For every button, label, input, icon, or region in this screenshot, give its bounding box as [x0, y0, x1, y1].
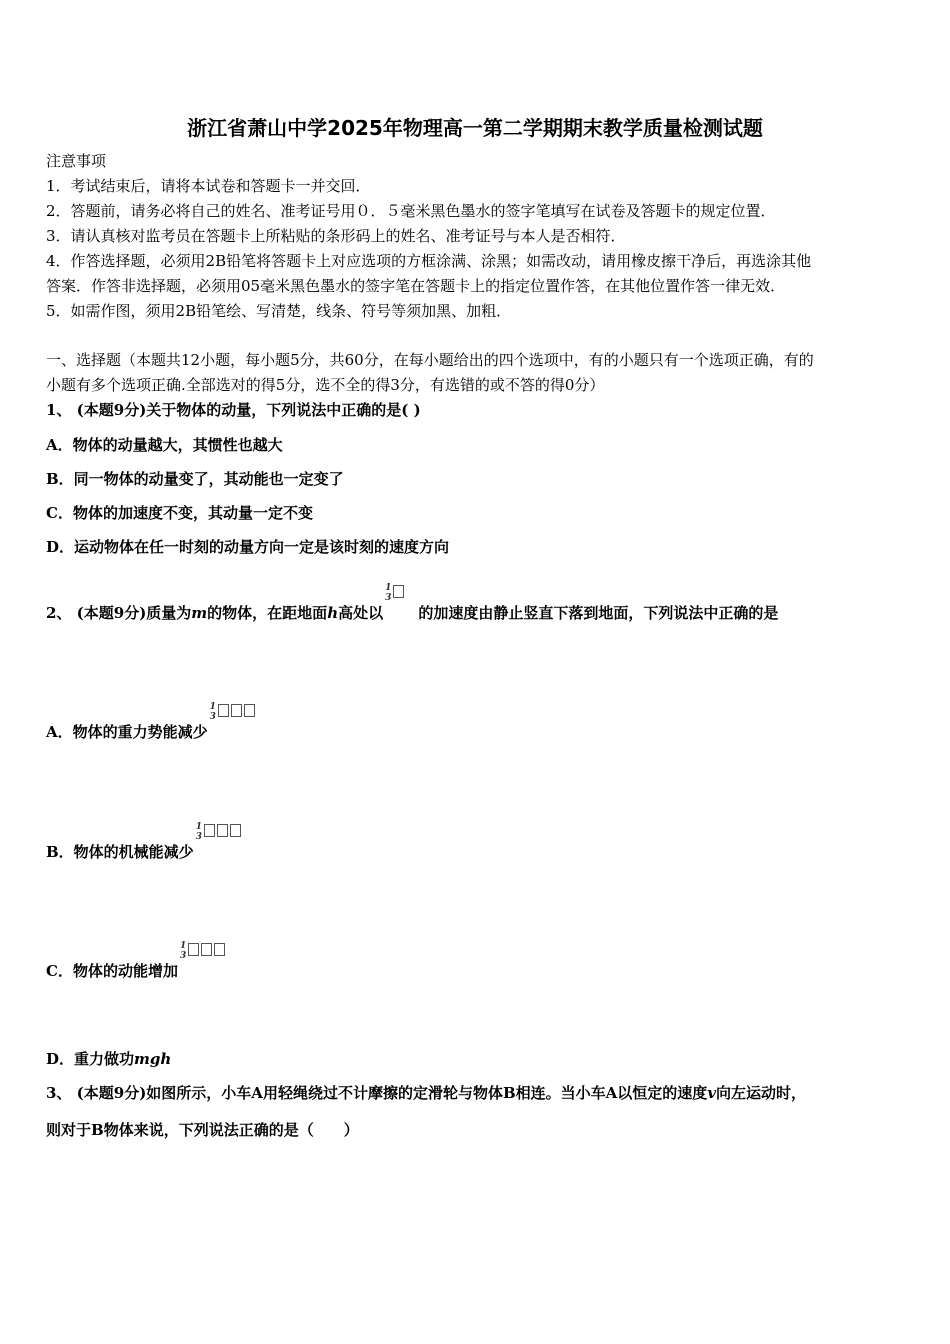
option-text: D．重力做功 — [46, 1050, 135, 1068]
var-v: v — [707, 1084, 717, 1102]
var-b: B — [502, 1084, 516, 1102]
var-a: A — [605, 1084, 618, 1102]
missing-glyph-icon — [393, 585, 404, 598]
option-text: A．物体的动量越大，其惯性也越大 — [46, 436, 283, 454]
notice-heading: 注意事项 — [46, 152, 107, 170]
q3-text: 3、 (本题9分)如图所示，小车 — [46, 1084, 252, 1102]
q1-option-c — [46, 503, 313, 523]
missing-glyph-icon — [204, 824, 215, 837]
frac-num: 1 — [385, 583, 392, 593]
missing-glyph-icon — [217, 824, 228, 837]
question-3-stem — [46, 1083, 806, 1103]
frac-den: 3 — [385, 593, 392, 603]
q2-option-b — [46, 822, 241, 862]
frac-den: 3 — [179, 951, 187, 961]
fraction-one-third — [210, 702, 216, 722]
notice-item: 3．请认真核对监考员在答题卡上所粘贴的条形码上的姓名、准考证号与本人是否相符． — [46, 227, 626, 245]
q3-text: 相连。当小车 — [515, 1084, 606, 1102]
section-heading-cont: 小题有多个选项正确.全部选对的得5分，选不全的得3分，有选错的或不答的得0分） — [46, 376, 605, 394]
q2-text: 的物体，在距地面 — [207, 604, 328, 622]
missing-glyph-icon — [231, 704, 242, 717]
question-1-stem: 1、 (本题9分)关于物体的动量，下列说法中正确的是( ) — [46, 401, 421, 419]
option-text: C．物体的动能增加 — [46, 962, 178, 980]
question-2-stem — [46, 583, 779, 623]
q1-option-d — [46, 537, 449, 557]
var-mgh: mgh — [134, 1050, 172, 1068]
missing-glyph-icon — [201, 943, 212, 956]
fraction-one-third — [180, 941, 186, 961]
notice-item: 2．答题前，请务必将自己的姓名、准考证号用０．５毫米黑色墨水的签字笔填写在试卷及答题卡的规定位置． — [46, 202, 776, 220]
option-text: C．物体的加速度不变，其动量一定不变 — [46, 504, 313, 522]
q2-option-d — [46, 1049, 171, 1069]
frac-num: 1 — [179, 941, 187, 951]
missing-glyph-icon — [230, 824, 241, 837]
section-heading: 一、选择题（本题共12小题，每小题5分，共60分，在每小题给出的四个选项中，有的小题只有一个选项正确，有的 — [46, 351, 814, 369]
q3-text: 物体来说，下列说法正确的是（ ） — [103, 1121, 359, 1139]
missing-glyph-icon — [244, 704, 255, 717]
q3-text: 则对于 — [46, 1121, 92, 1139]
notice-item: 1．考试结束后，请将本试卷和答题卡一并交回． — [46, 177, 371, 195]
frac-num: 1 — [195, 822, 202, 832]
missing-glyph-icon — [214, 943, 225, 956]
frac-den: 3 — [195, 832, 202, 842]
frac-den: 3 — [209, 712, 216, 722]
q1-option-a — [46, 435, 283, 455]
notice-item: 5．如需作图，须用2B铅笔绘、写清楚，线条、符号等须加黑、加粗． — [46, 302, 512, 320]
option-text: A．物体的重力势能减少 — [46, 723, 208, 741]
var-m: m — [191, 604, 208, 622]
q2-option-a — [46, 702, 255, 742]
page-title: 浙江省萧山中学2025年物理高一第二学期期末教学质量检测试题 — [187, 116, 763, 140]
q2-option-c — [46, 941, 225, 981]
q2-text: 2、 (本题9分)质量为 — [46, 604, 192, 622]
fraction-one-third — [385, 583, 391, 603]
q3-text: 以恒定的速度 — [617, 1084, 708, 1102]
var-h: h — [327, 604, 339, 622]
q2-text: 高处以 — [338, 604, 384, 622]
notice-item: 答案．作答非选择题，必须用05毫米黑色墨水的签字笔在答题卡上的指定位置作答，在其他位置作答一律无效． — [46, 277, 786, 295]
q3-text: 用轻绳绕过不计摩擦的定滑轮与物体 — [262, 1084, 503, 1102]
var-a: A — [251, 1084, 263, 1102]
var-b: B — [91, 1121, 104, 1139]
fraction-one-third — [196, 822, 202, 842]
q1-option-b — [46, 469, 344, 489]
notice-item: 4．作答选择题，必须用2B铅笔将答题卡上对应选项的方框涂满、涂黑；如需改动，请用橡皮擦干净后，再选涂其他 — [46, 252, 812, 270]
option-text: B．同一物体的动量变了，其动能也一定变了 — [46, 470, 344, 488]
missing-glyph-icon — [218, 704, 229, 717]
question-3-stem-cont — [46, 1120, 359, 1140]
option-text: B．物体的机械能减少 — [46, 843, 194, 861]
q3-text: 向左运动时， — [716, 1084, 807, 1102]
missing-glyph-icon — [188, 943, 199, 956]
q2-text: 的加速度由静止竖直下落到地面，下列说法中正确的是 — [418, 604, 779, 622]
option-text: D．运动物体在任一时刻的动量方向一定是该时刻的速度方向 — [46, 538, 450, 556]
frac-num: 1 — [209, 702, 216, 712]
